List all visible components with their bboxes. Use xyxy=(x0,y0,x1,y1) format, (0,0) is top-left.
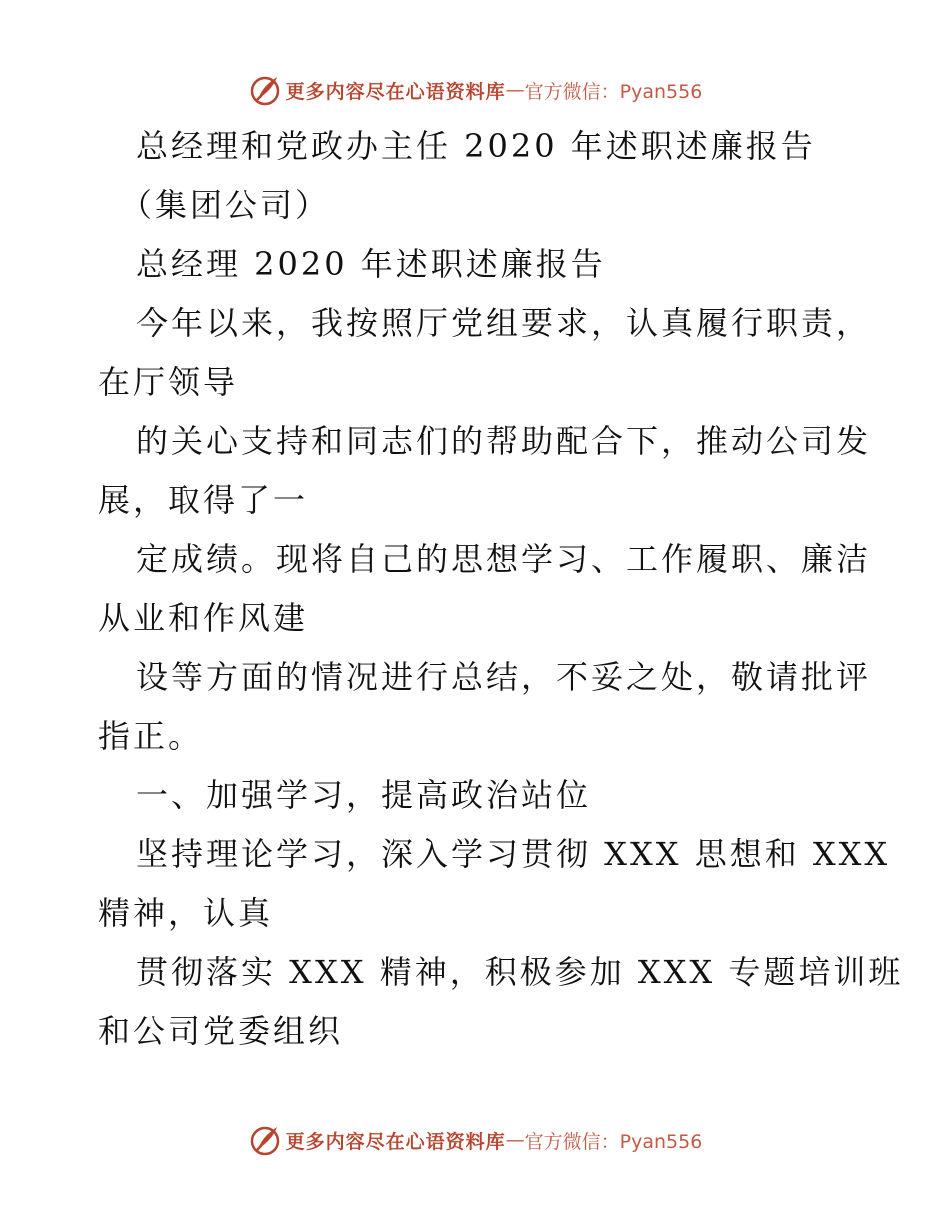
paragraph-line: 和公司党委组织 xyxy=(98,1012,344,1050)
paragraph-line: 的关心支持和同志们的帮助配合下，推动公司发 xyxy=(136,422,872,460)
paragraph-line: 精神，认真 xyxy=(98,894,274,932)
paragraph-line: 贯彻落实 XXX 精神，积极参加 XXX 专题培训班 xyxy=(136,953,904,991)
watermark-wechat-text: 官方微信：Pyan556 xyxy=(524,80,703,103)
section-heading: 总经理 2020 年述职述廉报告 xyxy=(136,245,606,283)
watermark-dash: — xyxy=(505,1129,525,1151)
paragraph-line: 设等方面的情况进行总结，不妥之处，敬请批评 xyxy=(136,658,872,696)
paragraph-line: 坚持理论学习，深入学习贯彻 XXX 思想和 XXX xyxy=(136,835,891,873)
paragraph-line: 定成绩。现将自己的思想学习、工作履职、廉洁 xyxy=(136,540,872,578)
paragraph-line: 展，取得了一 xyxy=(98,481,309,519)
quill-logo-icon xyxy=(248,1123,282,1157)
watermark-wechat-text: 官方微信：Pyan556 xyxy=(524,1130,703,1153)
paragraph-line: 从业和作风建 xyxy=(98,599,309,637)
paragraph-line: 指正。 xyxy=(98,717,204,755)
paragraph-line: 在厅领导 xyxy=(98,363,239,401)
watermark-site-text: 更多内容尽在心语资料库 xyxy=(285,1130,506,1153)
document-title: 总经理和党政办主任 2020 年述职述廉报告 xyxy=(136,127,816,165)
section-heading: 一、加强学习，提高政治站位 xyxy=(136,776,592,814)
watermark-site-text: 更多内容尽在心语资料库 xyxy=(285,80,506,103)
paragraph-line: 今年以来，我按照厅党组要求，认真履行职责， xyxy=(136,304,872,342)
footer-watermark xyxy=(0,1120,950,1160)
watermark-dash: — xyxy=(505,79,525,101)
document-subtitle: （集团公司） xyxy=(120,186,331,224)
